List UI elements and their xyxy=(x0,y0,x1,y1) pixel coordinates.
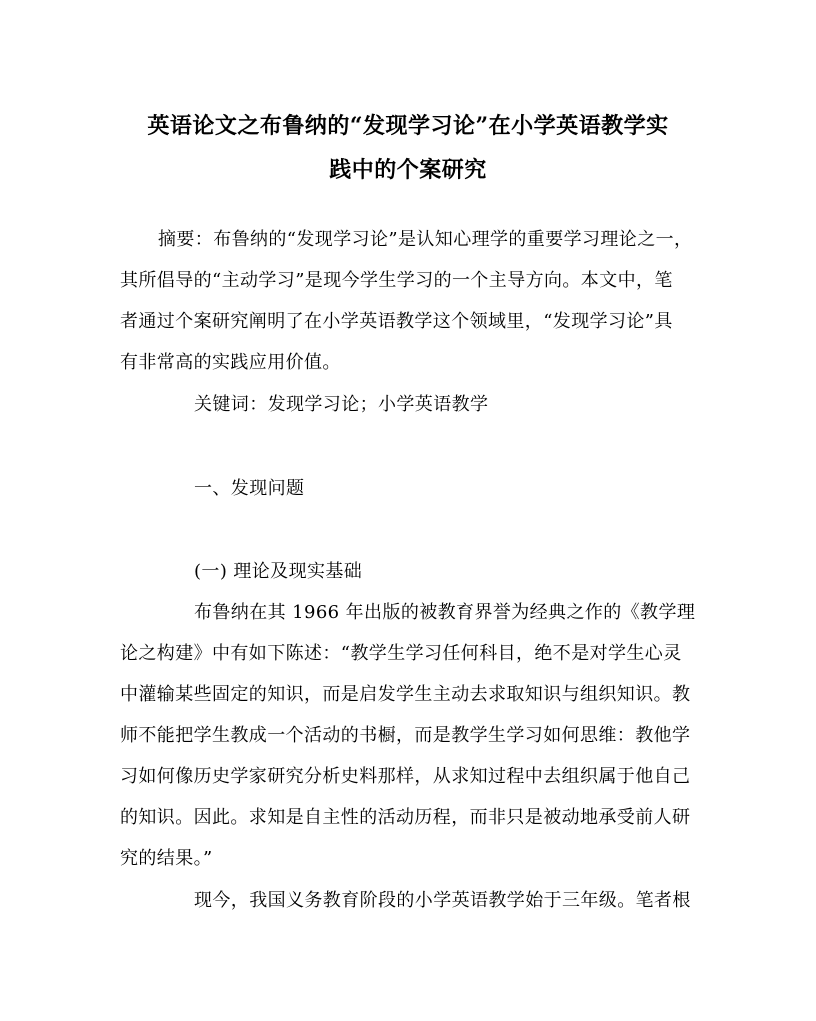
paragraph-line: 的知识。因此。求知是自主性的活动历程，而非只是被动地承受前人研 xyxy=(120,807,691,828)
paragraph-line: 现今，我国义务教育阶段的小学英语教学始于三年级。笔者根 xyxy=(194,890,691,911)
abstract-line: 其所倡导的“主动学习”是现今学生学习的一个主导方向。本文中，笔 xyxy=(120,270,673,291)
paragraph-line: 论之构建》中有如下陈述：“教学生学习任何科目，绝不是对学生心灵 xyxy=(120,643,682,664)
subsection-heading: (一) 理论及现实基础 xyxy=(194,561,363,582)
title-line-1: 英语论文之布鲁纳的“发现学习论”在小学英语教学实 xyxy=(147,113,669,139)
title-line-2: 践中的个案研究 xyxy=(329,157,487,183)
keywords: 关键词：发现学习论；小学英语教学 xyxy=(194,394,489,415)
abstract-line: 摘要：布鲁纳的“发现学习论”是认知心理学的重要学习理论之一， xyxy=(158,229,693,250)
paragraph-line: 师不能把学生教成一个活动的书橱，而是教学生学习如何思维：教他学 xyxy=(120,725,691,746)
abstract-line: 有非常高的实践应用价值。 xyxy=(120,352,341,373)
paragraph-line: 中灌输某些固定的知识，而是启发学生主动去求取知识与组织知识。教 xyxy=(120,684,691,705)
abstract-line: 者通过个案研究阐明了在小学英语教学这个领域里，“发现学习论”具 xyxy=(120,311,673,332)
section-heading: 一、发现问题 xyxy=(194,478,305,499)
paragraph-line: 究的结果。” xyxy=(120,848,213,869)
document-title xyxy=(100,104,716,192)
paragraph-line: 习如何像历史学家研究分析史料那样，从求知过程中去组织属于他自己 xyxy=(120,766,691,787)
paragraph-line: 布鲁纳在其 1966 年出版的被教育界誉为经典之作的《教学理 xyxy=(194,602,696,623)
